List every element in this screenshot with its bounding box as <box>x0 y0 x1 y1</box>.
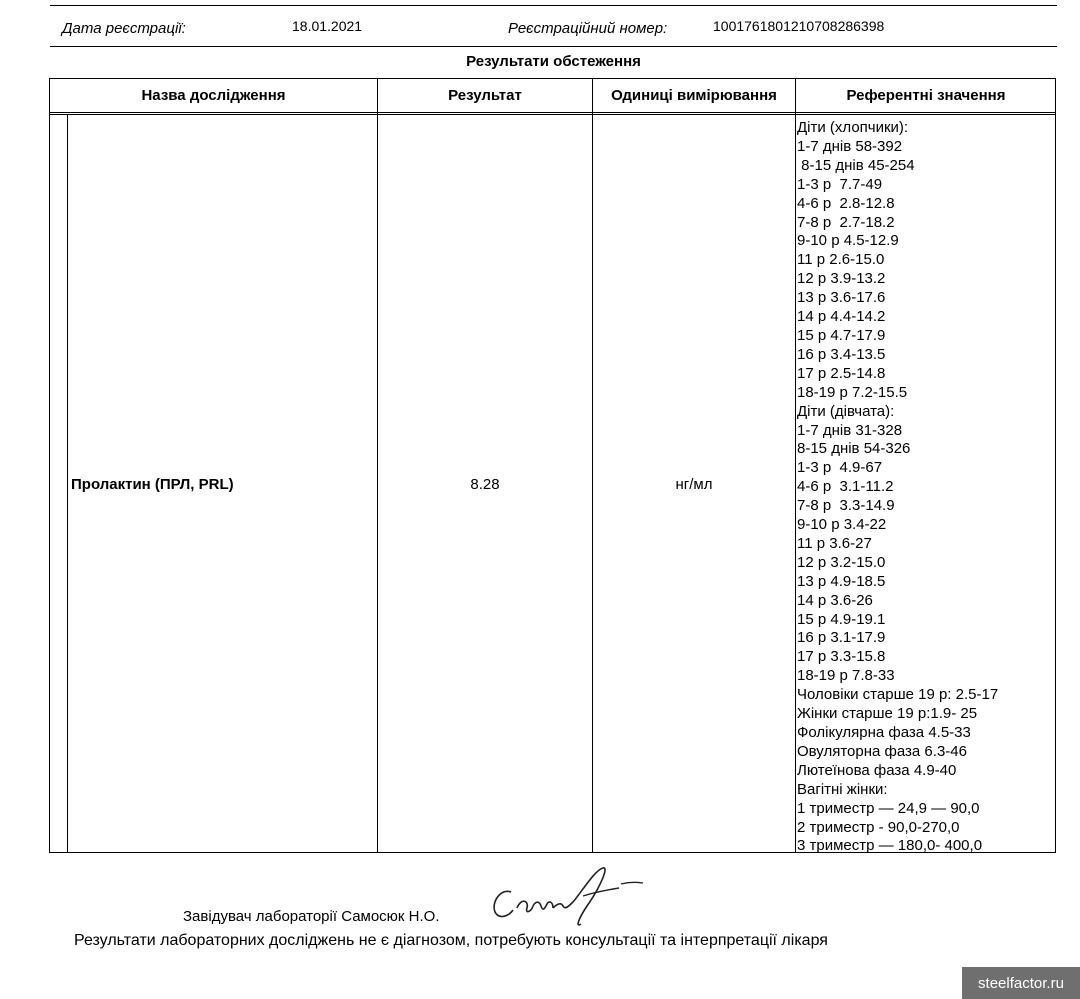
reference-line: 9-10 р 3.4-22 <box>797 516 887 534</box>
reference-line: 3 триместр — 180,0- 400,0 <box>797 837 983 855</box>
reference-line: 1-3 р 7.7-49 <box>797 175 883 193</box>
reference-line: 7-8 р 3.3-14.9 <box>797 497 895 515</box>
top-rule <box>50 5 1057 6</box>
reference-line: Діти (дівчата): <box>797 402 895 420</box>
header-reference: Референтні значення <box>846 87 1006 104</box>
test-units: нг/мл <box>675 476 713 493</box>
reference-line: 1-7 днів 31-328 <box>797 421 903 439</box>
reference-line: 12 р 3.9-13.2 <box>797 270 886 288</box>
reference-line: Овуляторна фаза 6.3-46 <box>797 742 967 760</box>
reference-values <box>797 119 1055 856</box>
reference-line: 1 триместр — 24,9 — 90,0 <box>797 799 980 817</box>
reference-line: 13 р 3.6-17.6 <box>797 289 886 307</box>
reference-line: Фолікулярна фаза 4.5-33 <box>797 724 971 741</box>
column-divider-1 <box>377 78 378 853</box>
column-divider-3 <box>795 78 796 853</box>
reference-line: 13 р 4.9-18.5 <box>797 572 886 590</box>
watermark-badge: steelfactor.ru <box>962 967 1080 999</box>
reference-line: 11 р 3.6-27 <box>797 534 872 552</box>
reference-line: 7-8 р 2.7-18.2 <box>797 213 895 231</box>
reference-line: 1-3 р 4.9-67 <box>797 459 883 477</box>
reference-line: 16 р 3.4-13.5 <box>797 345 886 363</box>
signature-image <box>483 862 653 932</box>
registration-date-value: 18.01.2021 <box>292 18 363 34</box>
header-test-name: Назва дослідження <box>141 87 286 104</box>
reference-line: 8-15 днів 45-254 <box>797 156 915 174</box>
reference-line: Вагітні жінки: <box>797 780 888 798</box>
column-divider-2 <box>592 78 593 853</box>
reference-line: 14 р 4.4-14.2 <box>797 308 886 326</box>
reference-line: Лютеїнова фаза 4.9-40 <box>797 761 957 779</box>
reference-line: 18-19 р 7.8-33 <box>797 667 895 685</box>
reference-line: 8-15 днів 54-326 <box>797 440 911 458</box>
reference-line: 12 р 3.2-15.0 <box>797 553 886 571</box>
reference-line: 15 р 4.9-19.1 <box>797 610 886 628</box>
reference-line: 17 р 3.3-15.8 <box>797 648 886 666</box>
reference-line: 17 р 2.5-14.8 <box>797 364 886 382</box>
head-of-lab: Завідувач лабораторії Самосюк Н.О. <box>183 908 440 925</box>
registration-rule <box>50 46 1057 47</box>
reference-line: 2 триместр - 90,0-270,0 <box>797 818 960 836</box>
test-result: 8.28 <box>470 476 500 493</box>
header-result: Результат <box>448 87 522 104</box>
registration-number-value: 1001761801210708286398 <box>713 18 885 34</box>
disclaimer: Результати лабораторних досліджень не є діагнозом, потребують консультації та інтерпретації лікаря <box>74 932 828 949</box>
reference-line: Чоловіки старше 19 р: 2.5-17 <box>797 686 999 704</box>
section-title: Результати обстеження <box>466 53 641 70</box>
header-units: Одиниці вимірювання <box>611 87 777 104</box>
test-name: Пролактин (ПРЛ, PRL) <box>71 476 234 493</box>
reference-line: 16 р 3.1-17.9 <box>797 629 886 647</box>
reference-line: 18-19 р 7.2-15.5 <box>797 383 908 401</box>
reference-line: 1-7 днів 58-392 <box>797 137 903 155</box>
reference-line: Жінки старше 19 р:1.9- 25 <box>797 705 978 723</box>
registration-date-label: Дата реєстрації: <box>62 20 186 37</box>
reference-line: Діти (хлопчики): <box>797 119 909 136</box>
reference-line: 4-6 р 3.1-11.2 <box>797 478 894 496</box>
reference-line: 14 р 3.6-26 <box>797 591 873 609</box>
reference-line: 4-6 р 2.8-12.8 <box>797 194 895 212</box>
row-indent-divider <box>67 115 68 853</box>
reference-line: 15 р 4.7-17.9 <box>797 326 886 344</box>
reference-line: 11 р 2.6-15.0 <box>797 251 885 269</box>
registration-number-label: Реєстраційний номер: <box>508 20 668 37</box>
reference-line: 9-10 р 4.5-12.9 <box>797 232 899 250</box>
